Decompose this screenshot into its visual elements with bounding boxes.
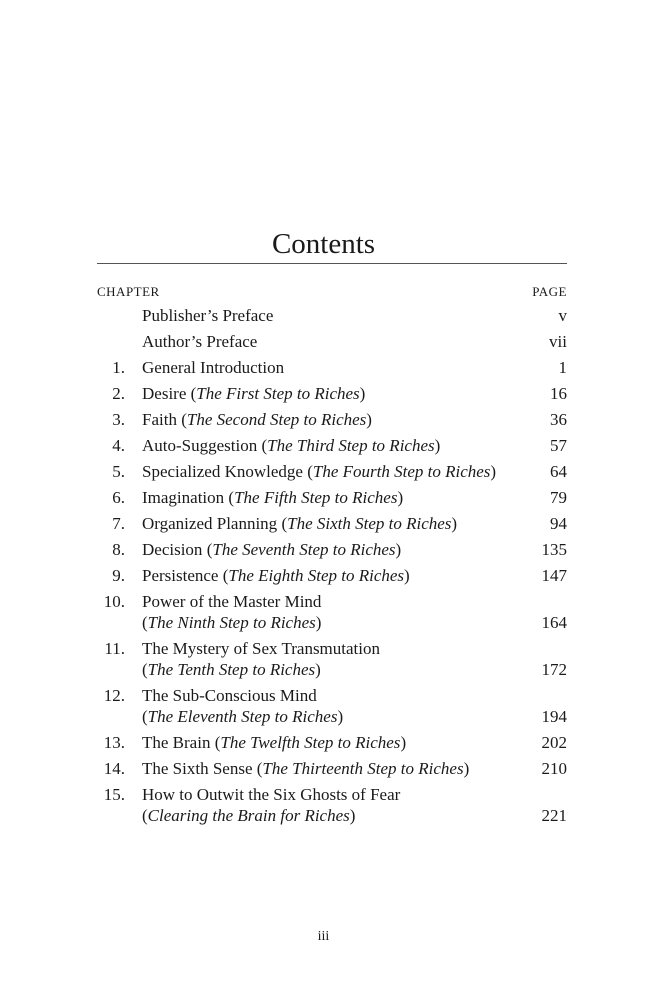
toc-entry bbox=[97, 513, 567, 534]
chapter-title-line bbox=[142, 638, 517, 659]
toc-entry bbox=[97, 591, 567, 633]
chapter-column-header: CHAPTER bbox=[97, 284, 160, 299]
page-number: iii bbox=[317, 929, 330, 944]
chapter-title-line bbox=[142, 487, 517, 508]
toc-entry bbox=[97, 758, 567, 779]
chapter-page-number: v bbox=[558, 306, 567, 325]
chapter-number: 7. bbox=[112, 514, 125, 533]
chapter-title-line bbox=[142, 539, 517, 560]
chapter-title: Persistence bbox=[142, 566, 219, 585]
chapter-title-block bbox=[142, 638, 517, 680]
chapter-subtitle-wrap: (Clearing the Brain for Riches) bbox=[142, 806, 356, 825]
chapter-subtitle: The Fifth Step to Riches bbox=[234, 488, 398, 507]
chapter-number: 11. bbox=[104, 639, 125, 658]
chapter-page-number: 164 bbox=[541, 613, 567, 632]
chapter-subtitle: The Ninth Step to Riches bbox=[147, 613, 316, 632]
toc-entry bbox=[97, 784, 567, 826]
chapter-subtitle-wrap: (The Fourth Step to Riches) bbox=[307, 462, 497, 481]
chapter-subtitle-wrap: (The Thirteenth Step to Riches) bbox=[256, 759, 470, 778]
chapter-subtitle-wrap: (The Third Step to Riches) bbox=[261, 436, 441, 455]
toc-entry bbox=[97, 461, 567, 482]
chapter-title: The Brain bbox=[142, 733, 211, 752]
chapter-title: The Mystery of Sex Transmutation bbox=[142, 639, 380, 658]
chapter-title-line bbox=[142, 305, 517, 326]
chapter-subtitle: The Eighth Step to Riches bbox=[228, 566, 405, 585]
chapter-title-line bbox=[142, 331, 517, 352]
chapter-page-number: 16 bbox=[550, 384, 567, 403]
chapter-number: 4. bbox=[112, 436, 125, 455]
toc-entry bbox=[97, 685, 567, 727]
chapter-subtitle-line bbox=[142, 612, 517, 633]
chapter-subtitle-wrap: (The Seventh Step to Riches) bbox=[206, 540, 402, 559]
chapter-subtitle: The Tenth Step to Riches bbox=[147, 660, 316, 679]
chapter-title-line bbox=[142, 409, 517, 430]
toc-entry bbox=[97, 487, 567, 508]
chapter-subtitle: The First Step to Riches bbox=[196, 384, 360, 403]
chapter-title-line bbox=[142, 513, 517, 534]
toc-entry bbox=[97, 357, 567, 378]
chapter-subtitle: The Third Step to Riches bbox=[267, 436, 435, 455]
chapter-page-number: 221 bbox=[541, 806, 567, 825]
toc-entry bbox=[97, 732, 567, 753]
chapter-page-number: 64 bbox=[550, 462, 567, 481]
chapter-title-block bbox=[142, 435, 517, 456]
chapter-subtitle: The Eleventh Step to Riches bbox=[147, 707, 338, 726]
chapter-subtitle-wrap: (The Ninth Step to Riches) bbox=[142, 613, 322, 632]
chapter-title-block bbox=[142, 409, 517, 430]
chapter-page-number: 57 bbox=[550, 436, 567, 455]
chapter-title-block bbox=[142, 383, 517, 404]
chapter-title-line bbox=[142, 784, 517, 805]
page-title: Contents bbox=[271, 228, 376, 260]
chapter-subtitle: The Thirteenth Step to Riches bbox=[262, 759, 464, 778]
chapter-title-line bbox=[142, 357, 517, 378]
chapter-number: 10. bbox=[103, 592, 125, 611]
chapter-title-block bbox=[142, 758, 517, 779]
toc-entry bbox=[97, 565, 567, 586]
chapter-title-line bbox=[142, 758, 517, 779]
chapter-subtitle: Clearing the Brain for Riches bbox=[147, 806, 350, 825]
chapter-title-block bbox=[142, 539, 517, 560]
chapter-title: Decision bbox=[142, 540, 203, 559]
chapter-subtitle: The Twelfth Step to Riches bbox=[220, 733, 401, 752]
chapter-number: 2. bbox=[112, 384, 125, 403]
chapter-title-block bbox=[142, 591, 517, 633]
toc-entry bbox=[97, 539, 567, 560]
chapter-title-line bbox=[142, 461, 517, 482]
chapter-title: The Sixth Sense bbox=[142, 759, 253, 778]
chapter-number: 15. bbox=[103, 785, 125, 804]
toc-entry bbox=[97, 409, 567, 430]
chapter-title: The Sub-Conscious Mind bbox=[142, 686, 317, 705]
toc-entry bbox=[97, 638, 567, 680]
chapter-title-block bbox=[142, 487, 517, 508]
chapter-subtitle: The Sixth Step to Riches bbox=[287, 514, 452, 533]
chapter-page-number: 36 bbox=[550, 410, 567, 429]
chapter-title-block bbox=[142, 331, 517, 352]
chapter-number: 13. bbox=[103, 733, 125, 752]
chapter-title: Author’s Preface bbox=[142, 332, 258, 351]
chapter-number: 14. bbox=[103, 759, 125, 778]
chapter-subtitle-wrap: (The First Step to Riches) bbox=[190, 384, 366, 403]
chapter-subtitle: The Second Step to Riches bbox=[186, 410, 367, 429]
chapter-subtitle-wrap: (The Twelfth Step to Riches) bbox=[214, 733, 407, 752]
chapter-title: General Introduction bbox=[142, 358, 285, 377]
chapter-title: Power of the Master Mind bbox=[142, 592, 322, 611]
chapter-title: How to Outwit the Six Ghosts of Fear bbox=[142, 785, 401, 804]
chapter-subtitle-wrap: (The Tenth Step to Riches) bbox=[142, 660, 321, 679]
chapter-title-block bbox=[142, 461, 517, 482]
chapter-number: 5. bbox=[112, 462, 125, 481]
chapter-subtitle-wrap: (The Fifth Step to Riches) bbox=[228, 488, 404, 507]
chapter-page-number: 79 bbox=[550, 488, 567, 507]
chapter-number: 8. bbox=[112, 540, 125, 559]
chapter-title-block bbox=[142, 357, 517, 378]
chapter-title: Specialized Knowledge bbox=[142, 462, 303, 481]
chapter-title-line bbox=[142, 383, 517, 404]
chapter-number: 3. bbox=[112, 410, 125, 429]
chapter-title: Auto-Suggestion bbox=[142, 436, 258, 455]
chapter-title-line bbox=[142, 565, 517, 586]
toc-list bbox=[97, 305, 567, 831]
chapter-title: Imagination bbox=[142, 488, 225, 507]
chapter-page-number: 202 bbox=[541, 733, 567, 752]
chapter-page-number: 135 bbox=[541, 540, 567, 559]
chapter-title-block bbox=[142, 685, 517, 727]
chapter-subtitle-wrap: (The Eighth Step to Riches) bbox=[222, 566, 410, 585]
chapter-page-number: 147 bbox=[541, 566, 567, 585]
chapter-page-number: 172 bbox=[541, 660, 567, 679]
chapter-title-block bbox=[142, 784, 517, 826]
chapter-subtitle-line bbox=[142, 805, 517, 826]
chapter-subtitle-line bbox=[142, 706, 517, 727]
chapter-title-line bbox=[142, 591, 517, 612]
toc-entry bbox=[97, 331, 567, 352]
chapter-title-block bbox=[142, 305, 517, 326]
chapter-title-block bbox=[142, 513, 517, 534]
chapter-page-number: 210 bbox=[541, 759, 567, 778]
chapter-title: Faith bbox=[142, 410, 177, 429]
page-column-header: PAGE bbox=[532, 284, 567, 299]
chapter-title-block bbox=[142, 565, 517, 586]
chapter-page-number: vii bbox=[549, 332, 567, 351]
chapter-subtitle-wrap: (The Sixth Step to Riches) bbox=[281, 514, 458, 533]
title-rule bbox=[97, 263, 567, 264]
chapter-title: Organized Planning bbox=[142, 514, 278, 533]
chapter-subtitle-wrap: (The Eleventh Step to Riches) bbox=[142, 707, 344, 726]
chapter-title-line bbox=[142, 732, 517, 753]
chapter-subtitle-wrap: (The Second Step to Riches) bbox=[181, 410, 372, 429]
chapter-title-line bbox=[142, 685, 517, 706]
chapter-number: 1. bbox=[112, 358, 125, 377]
chapter-number: 6. bbox=[112, 488, 125, 507]
chapter-page-number: 94 bbox=[550, 514, 567, 533]
toc-entry bbox=[97, 383, 567, 404]
chapter-title: Desire bbox=[142, 384, 187, 403]
chapter-title: Publisher’s Preface bbox=[142, 306, 274, 325]
chapter-page-number: 1 bbox=[558, 358, 567, 377]
chapter-number: 12. bbox=[103, 686, 125, 705]
chapter-page-number: 194 bbox=[541, 707, 567, 726]
chapter-subtitle-line bbox=[142, 659, 517, 680]
chapter-subtitle: The Seventh Step to Riches bbox=[212, 540, 396, 559]
toc-entry bbox=[97, 305, 567, 326]
chapter-title-block bbox=[142, 732, 517, 753]
chapter-subtitle: The Fourth Step to Riches bbox=[312, 462, 491, 481]
chapter-number: 9. bbox=[112, 566, 125, 585]
toc-entry bbox=[97, 435, 567, 456]
chapter-title-line bbox=[142, 435, 517, 456]
